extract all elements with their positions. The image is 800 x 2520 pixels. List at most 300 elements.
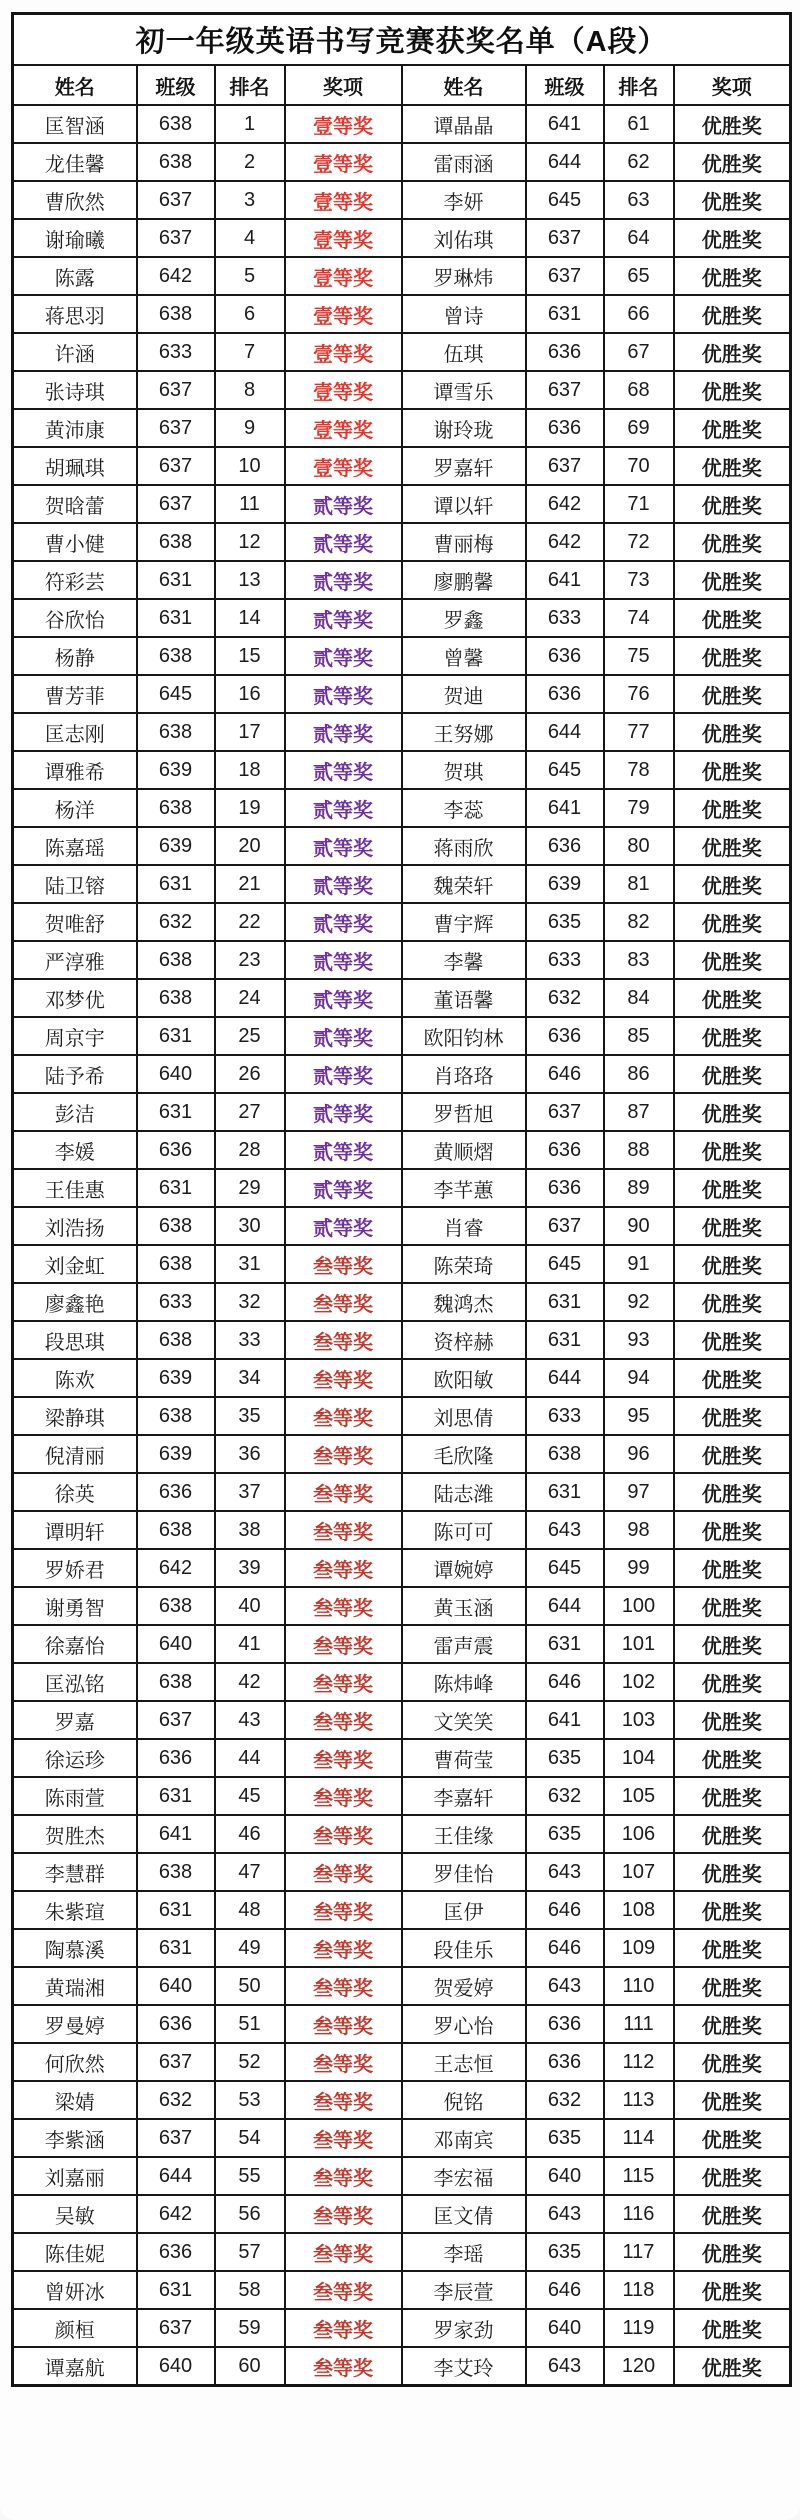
rank-cell: 98: [604, 1511, 674, 1549]
name-cell: 谷欣怡: [13, 599, 137, 637]
name-cell: 罗家劲: [402, 2309, 526, 2347]
award-cell: 叁等奖: [285, 1587, 402, 1625]
rank-cell: 73: [604, 561, 674, 599]
table-row: [13, 1207, 791, 1245]
rank-cell: 104: [604, 1739, 674, 1777]
table-row: [13, 637, 791, 675]
class-cell: 632: [137, 2081, 215, 2119]
rank-cell: 103: [604, 1701, 674, 1739]
class-cell: 638: [137, 143, 215, 181]
rank-cell: 71: [604, 485, 674, 523]
class-cell: 631: [526, 1625, 604, 1663]
award-cell: 优胜奖: [674, 637, 791, 675]
class-cell: 633: [526, 599, 604, 637]
name-cell: 王志恒: [402, 2043, 526, 2081]
rank-cell: 49: [215, 1929, 285, 1967]
rank-cell: 68: [604, 371, 674, 409]
class-cell: 646: [526, 1055, 604, 1093]
rank-cell: 2: [215, 143, 285, 181]
class-cell: 638: [137, 789, 215, 827]
class-cell: 631: [526, 1473, 604, 1511]
name-cell: 蒋雨欣: [402, 827, 526, 865]
award-cell: 叁等奖: [285, 2195, 402, 2233]
name-cell: 李宏福: [402, 2157, 526, 2195]
table-row: [13, 1929, 791, 1967]
name-cell: 李馨: [402, 941, 526, 979]
award-cell: 优胜奖: [674, 713, 791, 751]
class-cell: 638: [137, 713, 215, 751]
rank-cell: 88: [604, 1131, 674, 1169]
name-cell: 谢瑜曦: [13, 219, 137, 257]
name-cell: 罗佳怡: [402, 1853, 526, 1891]
table-row: [13, 1321, 791, 1359]
award-cell: 壹等奖: [285, 257, 402, 295]
award-cell: 优胜奖: [674, 1929, 791, 1967]
table-row: [13, 1625, 791, 1663]
rank-cell: 82: [604, 903, 674, 941]
award-cell: 优胜奖: [674, 2157, 791, 2195]
class-cell: 646: [526, 1663, 604, 1701]
table-row: [13, 2081, 791, 2119]
award-cell: 优胜奖: [674, 2081, 791, 2119]
award-cell: 优胜奖: [674, 1131, 791, 1169]
name-cell: 梁婧: [13, 2081, 137, 2119]
rank-cell: 118: [604, 2271, 674, 2309]
class-cell: 636: [526, 1169, 604, 1207]
class-cell: 631: [137, 865, 215, 903]
table-row: [13, 333, 791, 371]
award-cell: 贰等奖: [285, 485, 402, 523]
col-header-award: 奖项: [674, 65, 791, 105]
class-cell: 636: [526, 2043, 604, 2081]
rank-cell: 39: [215, 1549, 285, 1587]
table-row: [13, 2309, 791, 2347]
award-table: [11, 12, 792, 2387]
rank-cell: 10: [215, 447, 285, 485]
rank-cell: 7: [215, 333, 285, 371]
rank-cell: 33: [215, 1321, 285, 1359]
rank-cell: 92: [604, 1283, 674, 1321]
class-cell: 641: [526, 1701, 604, 1739]
award-cell: 叁等奖: [285, 1397, 402, 1435]
rank-cell: 57: [215, 2233, 285, 2271]
award-cell: 贰等奖: [285, 713, 402, 751]
table-row: [13, 409, 791, 447]
award-cell: 优胜奖: [674, 1017, 791, 1055]
name-cell: 罗嘉: [13, 1701, 137, 1739]
table-row: [13, 1435, 791, 1473]
class-cell: 645: [526, 181, 604, 219]
class-cell: 642: [137, 2195, 215, 2233]
class-cell: 639: [526, 865, 604, 903]
award-cell: 优胜奖: [674, 257, 791, 295]
table-row: [13, 447, 791, 485]
award-cell: 贰等奖: [285, 903, 402, 941]
award-cell: 优胜奖: [674, 1321, 791, 1359]
award-cell: 优胜奖: [674, 751, 791, 789]
class-cell: 631: [137, 561, 215, 599]
rank-cell: 31: [215, 1245, 285, 1283]
name-cell: 李芊蕙: [402, 1169, 526, 1207]
name-cell: 陈炜峰: [402, 1663, 526, 1701]
award-cell: 优胜奖: [674, 1701, 791, 1739]
class-cell: 641: [526, 105, 604, 143]
name-cell: 杨洋: [13, 789, 137, 827]
class-cell: 645: [526, 1549, 604, 1587]
class-cell: 638: [137, 979, 215, 1017]
award-cell: 叁等奖: [285, 1853, 402, 1891]
table-row: [13, 1663, 791, 1701]
rank-cell: 86: [604, 1055, 674, 1093]
name-cell: 刘思倩: [402, 1397, 526, 1435]
class-cell: 635: [526, 2119, 604, 2157]
table-row: [13, 1853, 791, 1891]
rank-cell: 48: [215, 1891, 285, 1929]
name-cell: 倪清丽: [13, 1435, 137, 1473]
class-cell: 639: [137, 1359, 215, 1397]
rank-cell: 84: [604, 979, 674, 1017]
award-cell: 叁等奖: [285, 1625, 402, 1663]
rank-cell: 16: [215, 675, 285, 713]
rank-cell: 34: [215, 1359, 285, 1397]
name-cell: 李紫涵: [13, 2119, 137, 2157]
name-cell: 贺琪: [402, 751, 526, 789]
name-cell: 谢勇智: [13, 1587, 137, 1625]
award-cell: 优胜奖: [674, 1055, 791, 1093]
rank-cell: 91: [604, 1245, 674, 1283]
class-cell: 638: [137, 1587, 215, 1625]
name-cell: 魏荣轩: [402, 865, 526, 903]
class-cell: 638: [137, 1511, 215, 1549]
award-cell: 叁等奖: [285, 1967, 402, 2005]
col-header-award: 奖项: [285, 65, 402, 105]
name-cell: 陈欢: [13, 1359, 137, 1397]
class-cell: 641: [137, 1815, 215, 1853]
table-row: [13, 1131, 791, 1169]
name-cell: 贺晗蕾: [13, 485, 137, 523]
class-cell: 631: [137, 1929, 215, 1967]
rank-cell: 42: [215, 1663, 285, 1701]
award-cell: 优胜奖: [674, 1853, 791, 1891]
rank-cell: 114: [604, 2119, 674, 2157]
rank-cell: 65: [604, 257, 674, 295]
rank-cell: 116: [604, 2195, 674, 2233]
rank-cell: 87: [604, 1093, 674, 1131]
award-cell: 优胜奖: [674, 675, 791, 713]
table-row: [13, 827, 791, 865]
award-cell: 叁等奖: [285, 1473, 402, 1511]
rank-cell: 89: [604, 1169, 674, 1207]
rank-cell: 119: [604, 2309, 674, 2347]
rank-cell: 44: [215, 1739, 285, 1777]
name-cell: 颜桓: [13, 2309, 137, 2347]
award-cell: 优胜奖: [674, 2043, 791, 2081]
table-row: [13, 371, 791, 409]
class-cell: 636: [526, 1017, 604, 1055]
table-row: [13, 751, 791, 789]
name-cell: 王佳惠: [13, 1169, 137, 1207]
class-cell: 646: [526, 2271, 604, 2309]
class-cell: 643: [526, 1967, 604, 2005]
award-cell: 优胜奖: [674, 599, 791, 637]
class-cell: 635: [526, 1815, 604, 1853]
class-cell: 646: [526, 1891, 604, 1929]
table-row: [13, 1359, 791, 1397]
award-cell: 叁等奖: [285, 1245, 402, 1283]
name-cell: 陈佳妮: [13, 2233, 137, 2271]
rank-cell: 53: [215, 2081, 285, 2119]
class-cell: 640: [526, 2157, 604, 2195]
rank-cell: 96: [604, 1435, 674, 1473]
award-cell: 优胜奖: [674, 447, 791, 485]
award-cell: 优胜奖: [674, 371, 791, 409]
award-cell: 优胜奖: [674, 1967, 791, 2005]
award-cell: 叁等奖: [285, 1663, 402, 1701]
name-cell: 毛欣隆: [402, 1435, 526, 1473]
rank-cell: 19: [215, 789, 285, 827]
rank-cell: 108: [604, 1891, 674, 1929]
rank-cell: 70: [604, 447, 674, 485]
award-cell: 叁等奖: [285, 1891, 402, 1929]
award-cell: 优胜奖: [674, 485, 791, 523]
award-cell: 贰等奖: [285, 979, 402, 1017]
class-cell: 640: [137, 1055, 215, 1093]
class-cell: 632: [526, 1777, 604, 1815]
class-cell: 642: [137, 1549, 215, 1587]
rank-cell: 8: [215, 371, 285, 409]
name-cell: 邓梦优: [13, 979, 137, 1017]
table-row: [13, 1701, 791, 1739]
award-cell: 叁等奖: [285, 2233, 402, 2271]
name-cell: 李蕊: [402, 789, 526, 827]
table-row: [13, 1891, 791, 1929]
rank-cell: 58: [215, 2271, 285, 2309]
award-cell: 优胜奖: [674, 1625, 791, 1663]
award-cell: 叁等奖: [285, 1511, 402, 1549]
name-cell: 肖睿: [402, 1207, 526, 1245]
name-cell: 陆卫镕: [13, 865, 137, 903]
name-cell: 李妍: [402, 181, 526, 219]
rank-cell: 74: [604, 599, 674, 637]
rank-cell: 60: [215, 2347, 285, 2386]
class-cell: 643: [526, 1853, 604, 1891]
name-cell: 段佳乐: [402, 1929, 526, 1967]
award-cell: 贰等奖: [285, 637, 402, 675]
award-cell: 优胜奖: [674, 2233, 791, 2271]
class-cell: 635: [526, 1739, 604, 1777]
award-cell: 优胜奖: [674, 2005, 791, 2043]
name-cell: 陈荣琦: [402, 1245, 526, 1283]
class-cell: 644: [526, 143, 604, 181]
rank-cell: 11: [215, 485, 285, 523]
name-cell: 李瑶: [402, 2233, 526, 2271]
class-cell: 637: [137, 2309, 215, 2347]
rank-cell: 69: [604, 409, 674, 447]
name-cell: 雷声震: [402, 1625, 526, 1663]
rank-cell: 83: [604, 941, 674, 979]
name-cell: 匡伊: [402, 1891, 526, 1929]
name-cell: 谭雪乐: [402, 371, 526, 409]
rank-cell: 12: [215, 523, 285, 561]
name-cell: 贺迪: [402, 675, 526, 713]
name-cell: 匡泓铭: [13, 1663, 137, 1701]
award-cell: 优胜奖: [674, 1473, 791, 1511]
name-cell: 严淳雅: [13, 941, 137, 979]
table-row: [13, 219, 791, 257]
table-row: [13, 713, 791, 751]
name-cell: 曹芳菲: [13, 675, 137, 713]
table-row: [13, 1777, 791, 1815]
name-cell: 梁静琪: [13, 1397, 137, 1435]
rank-cell: 77: [604, 713, 674, 751]
rank-cell: 64: [604, 219, 674, 257]
name-cell: 李嘉轩: [402, 1777, 526, 1815]
rank-cell: 25: [215, 1017, 285, 1055]
table-row: [13, 1169, 791, 1207]
table-row: [13, 1739, 791, 1777]
award-cell: 叁等奖: [285, 2119, 402, 2157]
name-cell: 曾诗: [402, 295, 526, 333]
rank-cell: 115: [604, 2157, 674, 2195]
rank-cell: 105: [604, 1777, 674, 1815]
name-cell: 曾馨: [402, 637, 526, 675]
award-cell: 优胜奖: [674, 1549, 791, 1587]
name-cell: 陈嘉瑶: [13, 827, 137, 865]
col-header-name: 姓名: [402, 65, 526, 105]
award-cell: 优胜奖: [674, 1663, 791, 1701]
class-cell: 635: [526, 903, 604, 941]
rank-cell: 17: [215, 713, 285, 751]
award-cell: 贰等奖: [285, 865, 402, 903]
class-cell: 645: [526, 1245, 604, 1283]
class-cell: 636: [526, 1131, 604, 1169]
class-cell: 637: [526, 447, 604, 485]
class-cell: 646: [526, 1929, 604, 1967]
award-cell: 优胜奖: [674, 1739, 791, 1777]
rank-cell: 62: [604, 143, 674, 181]
table-row: [13, 1815, 791, 1853]
rank-cell: 67: [604, 333, 674, 371]
award-cell: 贰等奖: [285, 1055, 402, 1093]
name-cell: 廖鹏馨: [402, 561, 526, 599]
table-row: [13, 2157, 791, 2195]
name-cell: 魏鸿杰: [402, 1283, 526, 1321]
award-cell: 优胜奖: [674, 941, 791, 979]
name-cell: 匡文倩: [402, 2195, 526, 2233]
col-header-class: 班级: [526, 65, 604, 105]
name-cell: 彭洁: [13, 1093, 137, 1131]
class-cell: 631: [526, 1283, 604, 1321]
rank-cell: 55: [215, 2157, 285, 2195]
class-cell: 631: [137, 2271, 215, 2309]
award-cell: 贰等奖: [285, 1093, 402, 1131]
award-cell: 优胜奖: [674, 2195, 791, 2233]
class-cell: 638: [137, 1853, 215, 1891]
class-cell: 645: [137, 675, 215, 713]
rank-cell: 46: [215, 1815, 285, 1853]
name-cell: 李媛: [13, 1131, 137, 1169]
name-cell: 罗心怡: [402, 2005, 526, 2043]
class-cell: 637: [137, 447, 215, 485]
name-cell: 徐嘉怡: [13, 1625, 137, 1663]
rank-cell: 28: [215, 1131, 285, 1169]
name-cell: 陆予希: [13, 1055, 137, 1093]
table-row: [13, 523, 791, 561]
name-cell: 谭以轩: [402, 485, 526, 523]
name-cell: 王努娜: [402, 713, 526, 751]
award-cell: 优胜奖: [674, 561, 791, 599]
award-cell: 优胜奖: [674, 333, 791, 371]
class-cell: 640: [526, 2309, 604, 2347]
rank-cell: 51: [215, 2005, 285, 2043]
name-cell: 陈露: [13, 257, 137, 295]
award-table-body: [13, 105, 791, 2386]
rank-cell: 23: [215, 941, 285, 979]
award-cell: 优胜奖: [674, 1093, 791, 1131]
table-row: [13, 2119, 791, 2157]
award-cell: 优胜奖: [674, 2119, 791, 2157]
award-cell: 优胜奖: [674, 827, 791, 865]
class-cell: 631: [137, 1169, 215, 1207]
class-cell: 642: [526, 523, 604, 561]
award-cell: 优胜奖: [674, 1397, 791, 1435]
table-row: [13, 979, 791, 1017]
award-cell: 优胜奖: [674, 1169, 791, 1207]
class-cell: 642: [137, 257, 215, 295]
table-row: [13, 865, 791, 903]
name-cell: 罗鑫: [402, 599, 526, 637]
table-row: [13, 2347, 791, 2386]
rank-cell: 93: [604, 1321, 674, 1359]
award-cell: 优胜奖: [674, 789, 791, 827]
name-cell: 陈雨萱: [13, 1777, 137, 1815]
name-cell: 贺胜杰: [13, 1815, 137, 1853]
table-row: [13, 1967, 791, 2005]
rank-cell: 80: [604, 827, 674, 865]
table-row: [13, 599, 791, 637]
rank-cell: 111: [604, 2005, 674, 2043]
class-cell: 638: [137, 105, 215, 143]
rank-cell: 41: [215, 1625, 285, 1663]
class-cell: 638: [137, 295, 215, 333]
name-cell: 曹小健: [13, 523, 137, 561]
rank-cell: 9: [215, 409, 285, 447]
name-cell: 周京宇: [13, 1017, 137, 1055]
name-cell: 刘佑琪: [402, 219, 526, 257]
award-cell: 贰等奖: [285, 1207, 402, 1245]
rank-cell: 63: [604, 181, 674, 219]
class-cell: 644: [526, 1359, 604, 1397]
table-row: [13, 903, 791, 941]
name-cell: 蒋思羽: [13, 295, 137, 333]
rank-cell: 120: [604, 2347, 674, 2386]
award-cell: 叁等奖: [285, 1929, 402, 1967]
award-cell: 叁等奖: [285, 2081, 402, 2119]
name-cell: 廖鑫艳: [13, 1283, 137, 1321]
rank-cell: 15: [215, 637, 285, 675]
award-cell: 叁等奖: [285, 1701, 402, 1739]
name-cell: 朱紫瑄: [13, 1891, 137, 1929]
name-cell: 黄瑞湘: [13, 1967, 137, 2005]
class-cell: 640: [137, 1967, 215, 2005]
award-cell: 优胜奖: [674, 2347, 791, 2386]
class-cell: 631: [137, 599, 215, 637]
award-cell: 叁等奖: [285, 1435, 402, 1473]
name-cell: 徐英: [13, 1473, 137, 1511]
award-cell: 优胜奖: [674, 295, 791, 333]
award-cell: 优胜奖: [674, 219, 791, 257]
name-cell: 倪铭: [402, 2081, 526, 2119]
